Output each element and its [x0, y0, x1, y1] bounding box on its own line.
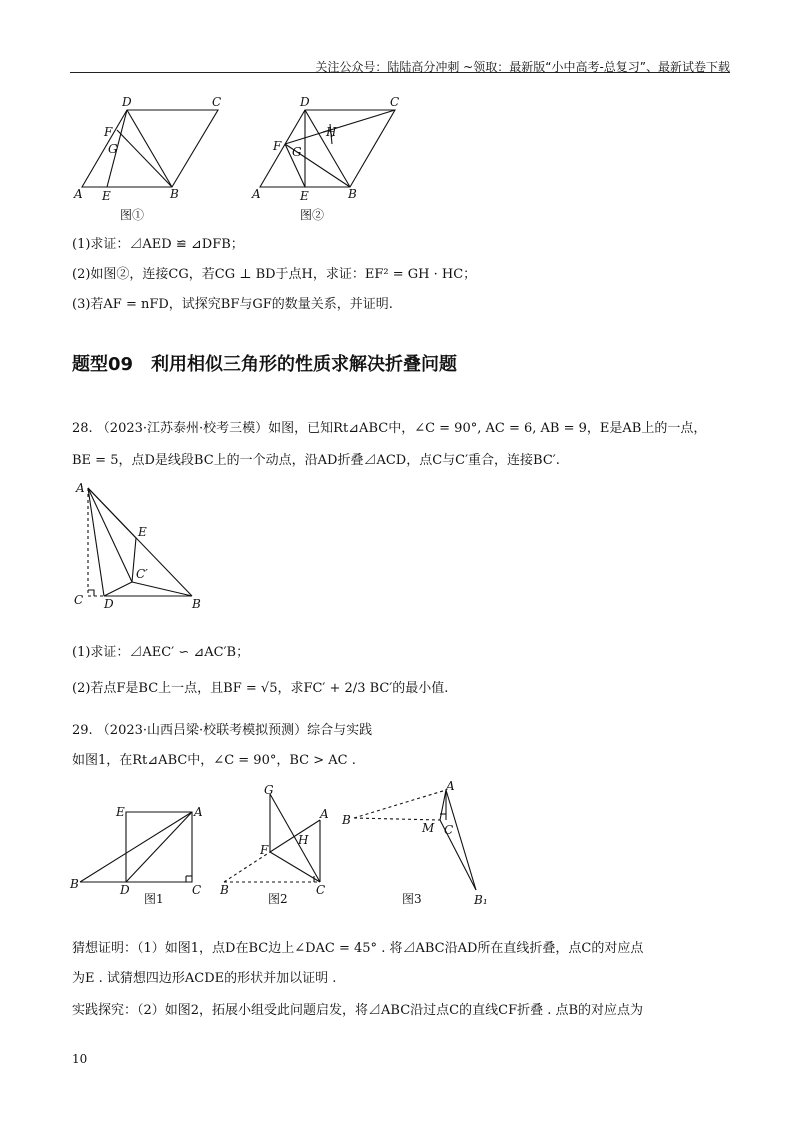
- fig2-label-H: H: [326, 125, 337, 139]
- fig1-label-E: E: [102, 189, 111, 203]
- parallelogram-figures: [60, 92, 440, 222]
- p27-question-2: (2)如图②，连接CG，若CG ⊥ BD于点H，求证：EF² = GH · HC；: [72, 267, 477, 282]
- fig2-label-C: C: [390, 95, 400, 109]
- p28-line-1: 28. （2023·江苏泰州·校考三模）如图，已知Rt⊿ABC中，∠C = 90°, AC = 6, AB = 9，E是AB上的一点，: [72, 421, 707, 436]
- p29-fig2-caption: 图2: [268, 892, 288, 906]
- p28-question-1: (1)求证：⊿AEC′ ∽ ⊿AC′B；: [72, 645, 250, 660]
- p29f1-label-D: D: [120, 883, 130, 897]
- p28-label-B: B: [192, 597, 201, 611]
- fig2-label-B: B: [348, 187, 357, 201]
- p29f2-label-B: B: [220, 883, 229, 897]
- section-title: 题型09 利用相似三角形的性质求解决折叠问题: [72, 354, 458, 375]
- p29-line-2: 如图1，在Rt⊿ABC中，∠C = 90°，BC > AC .: [72, 753, 356, 768]
- header-rule: [70, 72, 730, 73]
- p29f1-label-A: A: [194, 805, 203, 819]
- p29f1-label-E: E: [116, 805, 125, 819]
- p28-label-A: A: [76, 481, 85, 495]
- fig1-label-D: D: [122, 95, 132, 109]
- fig2-label-A: A: [252, 187, 261, 201]
- p28-label-Cp: C′: [136, 567, 148, 581]
- p29-figure-1: [80, 812, 192, 882]
- p29f2-label-C: C: [316, 883, 326, 897]
- p29f2-label-A: A: [320, 807, 329, 821]
- fig2-label-F: F: [273, 139, 282, 153]
- p29f3-label-B1: B₁: [474, 893, 488, 907]
- fig1-label-G: G: [108, 142, 118, 156]
- p29-line-4: 为E . 试猜想四边形ACDE的形状并加以证明 .: [72, 971, 337, 986]
- p28-question-2: (2)若点F是BC上一点，且BF = √5，求FC′ + 2/3 BC′的最小值.: [72, 681, 449, 696]
- p29-figure-3: [354, 790, 476, 890]
- p29f2-label-H: H: [298, 833, 309, 847]
- p29-fig3-caption: 图3: [402, 892, 422, 906]
- fig1-caption: 图①: [120, 208, 145, 222]
- p27-question-3: (3)若AF = nFD，试探究BF与GF的数量关系，并证明.: [72, 297, 393, 312]
- p27-question-1: (1)求证：⊿AED ≌ ⊿DFB；: [72, 237, 244, 252]
- fig1-label-A: A: [74, 187, 83, 201]
- p29-line-5: 实践探究：（2）如图2，拓展小组受此问题启发，将⊿ABC沿过点C的直线CF折叠 . 点B的对应点为: [72, 1003, 644, 1018]
- page-number: 10: [72, 1052, 88, 1066]
- p29f2-label-G: G: [264, 783, 274, 797]
- p29f1-label-C: C: [192, 883, 202, 897]
- p29f3-label-M: M: [422, 821, 435, 835]
- p29-fig1-caption: 图1: [144, 892, 164, 906]
- p28-label-D: D: [104, 597, 114, 611]
- fig1-label-C: C: [212, 95, 222, 109]
- p28-label-C: C: [74, 593, 84, 607]
- figure-1: [82, 110, 218, 187]
- p29f1-label-B: B: [70, 877, 79, 891]
- fig2-label-G: G: [292, 145, 302, 159]
- p29f3-label-B: B: [342, 813, 351, 827]
- p29f2-label-F: F: [260, 843, 269, 857]
- fig2-label-E: E: [300, 189, 309, 203]
- page-header: 关注公众号：陆陆高分冲刺 ~领取：最新版“小中高考-总复习”、最新试卷下载: [315, 60, 730, 74]
- p29-line-1: 29. （2023·山西吕梁·校联考模拟预测）综合与实践: [72, 723, 373, 738]
- p29f3-label-A: A: [446, 780, 455, 793]
- fig1-label-F: F: [104, 125, 113, 139]
- p28-label-E: E: [138, 525, 147, 539]
- fig1-label-B: B: [170, 187, 179, 201]
- p29-line-3: 猜想证明：（1）如图1，点D在BC边上∠DAC = 45° . 将⊿ABC沿AD所在直线折叠，点C的对应点: [72, 941, 644, 956]
- p28-figure: [66, 478, 226, 614]
- p29f3-label-C: C: [444, 823, 454, 837]
- fig2-caption: 图②: [300, 208, 325, 222]
- fig2-label-D: D: [300, 95, 310, 109]
- p28-line-2: BE = 5，点D是线段BC上的一个动点，沿AD折叠⊿ACD，点C与C′重合，连接BC′.: [72, 453, 560, 468]
